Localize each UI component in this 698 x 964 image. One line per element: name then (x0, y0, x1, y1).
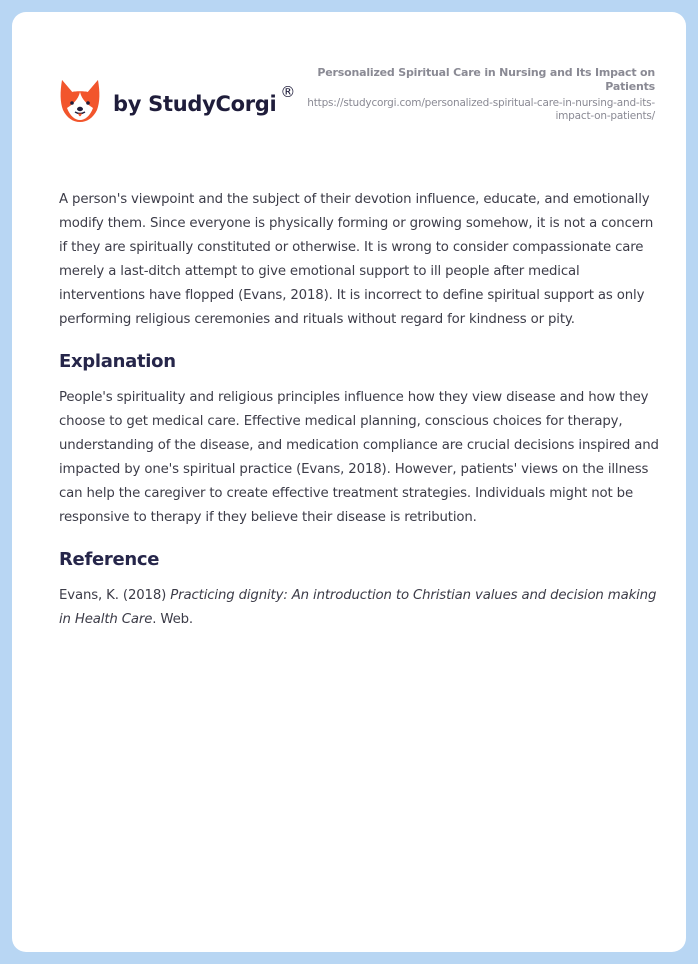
section-heading-reference: Reference (59, 549, 160, 570)
reference-suffix: . Web. (152, 612, 193, 627)
document-card (12, 12, 686, 952)
section-heading-explanation: Explanation (59, 351, 176, 372)
reference-entry (59, 584, 659, 632)
document-url[interactable]: https://studycorgi.com/personalized-spiritual-care-in-nursing-and-its-impact-on-patients/ (307, 97, 655, 122)
reference-author-year: Evans, K. (2018) (59, 588, 171, 603)
document-title: Personalized Spiritual Care in Nursing and Its Impact on Patients (317, 66, 655, 93)
corgi-head-icon (59, 78, 101, 124)
document-meta (295, 66, 655, 123)
intro-paragraph: A person's viewpoint and the subject of their devotion influence, educate, and emotionally modify them. Since everyone is physically forming or growing somehow, it is not a concern if they are spiritually constituted or otherwise. It is wrong to consider compassionate care merely a last-ditch attempt to give emotional support to ill people after medical interventions have flopped (Evans, 2018). It is incorrect to define spiritual support as only performing religious ceremonies and rituals without regard for kindness or pity. (59, 192, 654, 327)
brand-name: by StudyCorgi (113, 92, 277, 116)
reference-title: Practicing dignity: An introduction to Christian values and decision making in Health Care (59, 588, 657, 627)
explanation-paragraph: People's spirituality and religious principles influence how they view disease and how they choose to get medical care. Effective medical planning, conscious choices for therapy, understanding of the disease, and medication compliance are crucial decisions inspired and impacted by one's spiritual practice (Evans, 2018). However, patients' views on the illness can help the caregiver to create effective treatment strategies. Individuals might not be responsive to therapy if they believe their disease is retribution. (59, 390, 659, 525)
studycorgi-logo[interactable] (59, 76, 295, 126)
article-content (59, 188, 659, 632)
registered-mark: ® (280, 83, 296, 101)
page-header (59, 62, 655, 142)
